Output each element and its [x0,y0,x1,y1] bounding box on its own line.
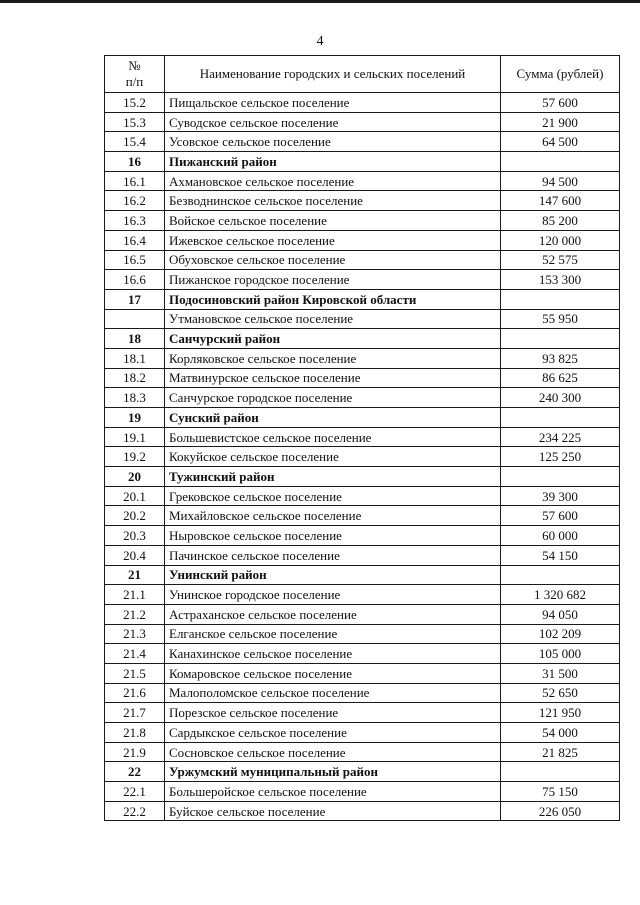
row-number: 22.2 [105,801,165,821]
settlement-name: Грековское сельское поселение [165,486,501,506]
row-sum: 153 300 [501,270,620,290]
header-number [105,56,165,93]
settlement-name: Унинское городское поселение [165,585,501,605]
row-number: 20.4 [105,545,165,565]
table-row [105,250,620,270]
table-row [105,132,620,152]
settlement-name: Большевистское сельское поселение [165,427,501,447]
header-number-abbr: п/п [125,74,144,89]
row-sum: 85 200 [501,211,620,231]
district-name: Унинский район [165,565,501,585]
settlement-name: Буйское сельское поселение [165,801,501,821]
row-sum: 121 950 [501,703,620,723]
row-sum: 120 000 [501,230,620,250]
row-sum: 31 500 [501,663,620,683]
row-sum [501,152,620,172]
scan-top-edge [0,0,640,3]
table-row [105,112,620,132]
row-number: 21 [105,565,165,585]
row-number: 21.9 [105,742,165,762]
settlement-name: Кокуйское сельское поселение [165,447,501,467]
settlement-name: Комаровское сельское поселение [165,663,501,683]
settlement-name: Утмановское сельское поселение [165,309,501,329]
settlement-name: Сосновское сельское поселение [165,742,501,762]
row-sum: 39 300 [501,486,620,506]
row-number: 22.1 [105,782,165,802]
settlement-name: Корляковское сельское поселение [165,348,501,368]
table-row [105,427,620,447]
table-row [105,447,620,467]
row-number: 20 [105,467,165,487]
settlement-name: Канахинское сельское поселение [165,644,501,664]
row-sum [501,762,620,782]
district-row [105,565,620,585]
row-sum: 226 050 [501,801,620,821]
row-number: 19.2 [105,447,165,467]
row-sum: 1 320 682 [501,585,620,605]
row-number: 18.2 [105,368,165,388]
settlement-name: Ижевское сельское поселение [165,230,501,250]
district-name: Тужинский район [165,467,501,487]
district-row [105,467,620,487]
row-number: 15.2 [105,93,165,113]
table-row [105,782,620,802]
row-number: 20.3 [105,526,165,546]
table-row [105,309,620,329]
row-number: 16.1 [105,171,165,191]
row-number: 22 [105,762,165,782]
row-number: 18 [105,329,165,349]
row-number: 16.3 [105,211,165,231]
settlement-name: Астраханское сельское поселение [165,604,501,624]
table-row [105,526,620,546]
table-row [105,624,620,644]
page-number: 4 [316,34,324,49]
table-row [105,348,620,368]
settlement-name: Сардыкское сельское поселение [165,723,501,743]
row-number: 21.4 [105,644,165,664]
header-number-symbol: № [128,58,141,73]
settlement-name: Порезское сельское поселение [165,703,501,723]
row-sum [501,289,620,309]
settlement-name: Малополомское сельское поселение [165,683,501,703]
row-sum: 240 300 [501,388,620,408]
row-sum: 75 150 [501,782,620,802]
allocation-table [104,55,620,821]
header-sum: Сумма (рублей) [501,56,620,93]
row-number: 21.2 [105,604,165,624]
district-name: Подосиновский район Кировской области [165,289,501,309]
row-number: 21.3 [105,624,165,644]
district-row [105,408,620,428]
settlement-name: Безводнинское сельское поселение [165,191,501,211]
row-number: 21.8 [105,723,165,743]
district-row [105,762,620,782]
row-sum: 125 250 [501,447,620,467]
table-row [105,742,620,762]
row-number: 15.3 [105,112,165,132]
table-row [105,663,620,683]
table-row [105,683,620,703]
table-row [105,506,620,526]
row-sum [501,329,620,349]
table-row [105,230,620,250]
table-header [105,56,620,93]
district-row [105,152,620,172]
row-number: 21.5 [105,663,165,683]
settlement-name: Ныровское сельское поселение [165,526,501,546]
district-name: Сунский район [165,408,501,428]
settlement-name: Санчурское городское поселение [165,388,501,408]
row-number: 16.2 [105,191,165,211]
row-number: 19.1 [105,427,165,447]
row-number: 20.1 [105,486,165,506]
district-row [105,289,620,309]
row-sum: 57 600 [501,506,620,526]
row-number: 21.1 [105,585,165,605]
district-name: Уржумский муниципальный район [165,762,501,782]
row-number: 16 [105,152,165,172]
table-row [105,388,620,408]
settlement-name: Пищальское сельское поселение [165,93,501,113]
table-row [105,368,620,388]
row-number: 18.3 [105,388,165,408]
row-sum: 21 825 [501,742,620,762]
header-settlement-name: Наименование городских и сельских поселений [165,56,501,93]
settlement-name: Большеройское сельское поселение [165,782,501,802]
row-number: 19 [105,408,165,428]
row-sum: 57 600 [501,93,620,113]
row-sum: 54 000 [501,723,620,743]
table-row [105,723,620,743]
settlement-name: Ахмановское сельское поселение [165,171,501,191]
row-number: 21.6 [105,683,165,703]
row-sum: 54 150 [501,545,620,565]
table-row [105,545,620,565]
row-number: 16.5 [105,250,165,270]
table-row [105,486,620,506]
settlement-name: Пачинское сельское поселение [165,545,501,565]
table-row [105,644,620,664]
settlement-name: Войское сельское поселение [165,211,501,231]
row-sum: 93 825 [501,348,620,368]
table-row [105,703,620,723]
district-name: Санчурский район [165,329,501,349]
district-row [105,329,620,349]
table-row [105,801,620,821]
row-number: 16.4 [105,230,165,250]
row-sum: 64 500 [501,132,620,152]
row-sum: 86 625 [501,368,620,388]
table-row [105,270,620,290]
row-number: 16.6 [105,270,165,290]
row-sum: 21 900 [501,112,620,132]
row-sum: 147 600 [501,191,620,211]
table-row [105,211,620,231]
settlement-name: Михайловское сельское поселение [165,506,501,526]
settlement-name: Пижанское городское поселение [165,270,501,290]
table-row [105,191,620,211]
row-sum: 94 050 [501,604,620,624]
row-sum: 55 950 [501,309,620,329]
table-body [105,93,620,821]
table-row [105,585,620,605]
row-number: 20.2 [105,506,165,526]
settlement-name: Усовское сельское поселение [165,132,501,152]
table-row [105,604,620,624]
row-sum [501,408,620,428]
row-sum: 60 000 [501,526,620,546]
row-number: 15.4 [105,132,165,152]
row-sum: 234 225 [501,427,620,447]
row-sum: 94 500 [501,171,620,191]
row-number: 18.1 [105,348,165,368]
district-name: Пижанский район [165,152,501,172]
row-sum: 102 209 [501,624,620,644]
row-sum [501,467,620,487]
row-sum: 105 000 [501,644,620,664]
row-sum: 52 575 [501,250,620,270]
settlement-name: Елганское сельское поселение [165,624,501,644]
row-number: 21.7 [105,703,165,723]
row-number [105,309,165,329]
header-row [105,56,620,93]
row-sum [501,565,620,585]
table-row [105,93,620,113]
table-row [105,171,620,191]
settlement-name: Матвинурское сельское поселение [165,368,501,388]
row-number: 17 [105,289,165,309]
row-sum: 52 650 [501,683,620,703]
settlement-name: Обуховское сельское поселение [165,250,501,270]
settlement-name: Суводское сельское поселение [165,112,501,132]
